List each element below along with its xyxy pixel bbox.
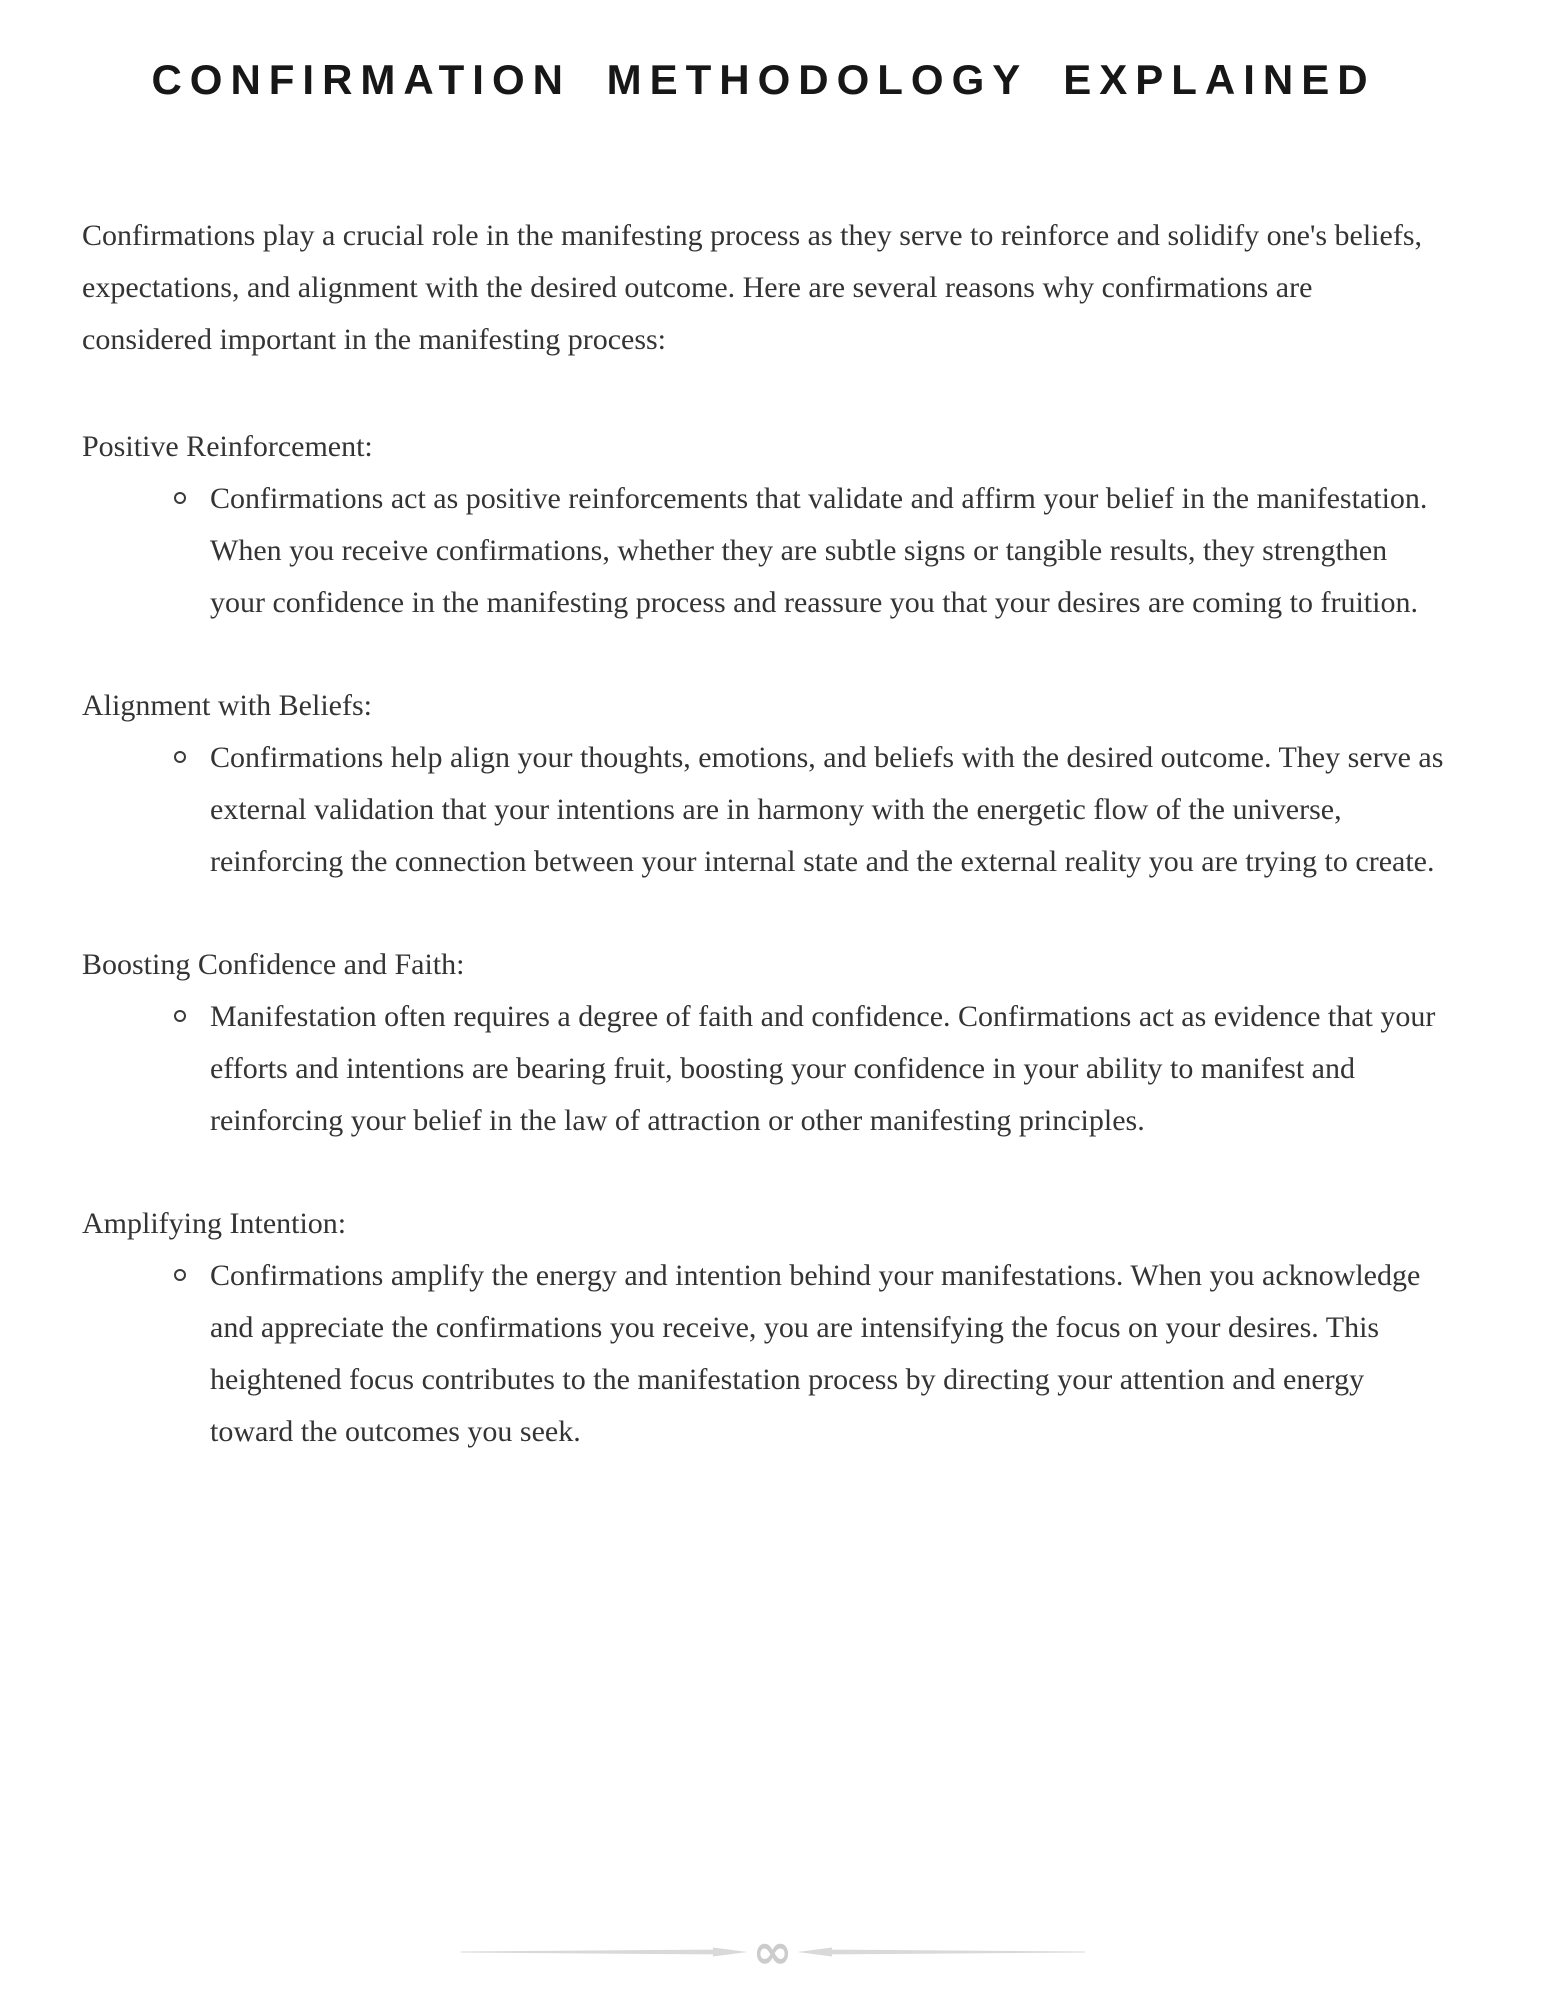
bullet-text: Confirmations amplify the energy and intention behind your manifestations. When you acknowledge and appreciate the confirmations you receive, you are intensifying the focus on your desires. This heightened focus contributes to the manifestation process by directing your attention and energy toward the outcomes you seek. <box>210 1259 1421 1448</box>
bullet-text: Confirmations act as positive reinforcements that validate and affirm your belief in the manifestation. When you receive confirmations, whether they are subtle signs or tangible results, they strengthen your confidence in the manifesting process and reassure you that your desires are coming to fruition. <box>210 482 1428 619</box>
bullet-item <box>82 991 1445 1147</box>
section-heading: Boosting Confidence and Faith: <box>82 948 465 981</box>
bottom-divider <box>460 1926 1085 1978</box>
bullet-text: Manifestation often requires a degree of faith and confidence. Confirmations act as evidence that your efforts and intentions are bearing fruit, boosting your confidence in your ability to manifest and reinforcing your belief in the law of attraction or other manifesting principles. <box>210 1000 1436 1137</box>
bullet-circle-icon <box>174 492 186 504</box>
bullet-item <box>82 1250 1445 1458</box>
section-boosting-confidence-and-faith <box>82 939 1445 1147</box>
bullet-circle-icon <box>174 1269 186 1281</box>
divider-line-right <box>798 1945 1086 1959</box>
bullet-item <box>82 473 1445 629</box>
section-heading: Positive Reinforcement: <box>82 430 373 463</box>
divider-line-left <box>460 1945 748 1959</box>
intro-paragraph: Confirmations play a crucial role in the manifesting process as they serve to reinforce and solidify one's beliefs, expectations, and alignment with the desired outcome. Here are several reasons why confirmations are considered important in the manifesting process: <box>82 219 1422 356</box>
page-title: CONFIRMATION METHODOLOGY EXPLAINED <box>151 56 1376 103</box>
bullet-text: Confirmations help align your thoughts, emotions, and beliefs with the desired outcome. They serve as external validation that your intentions are in harmony with the energetic flow of the universe, reinforcing the connection between your internal state and the external reality you are trying to create. <box>210 741 1444 878</box>
infinity-icon: ∞ <box>752 1924 793 1980</box>
section-heading: Amplifying Intention: <box>82 1207 347 1240</box>
section-amplifying-intention <box>82 1198 1445 1458</box>
bullet-circle-icon <box>174 751 186 763</box>
bullet-circle-icon <box>174 1010 186 1022</box>
bullet-item <box>82 732 1445 888</box>
section-alignment-with-beliefs <box>82 680 1445 888</box>
section-heading: Alignment with Beliefs: <box>82 689 372 722</box>
section-positive-reinforcement <box>82 421 1445 629</box>
